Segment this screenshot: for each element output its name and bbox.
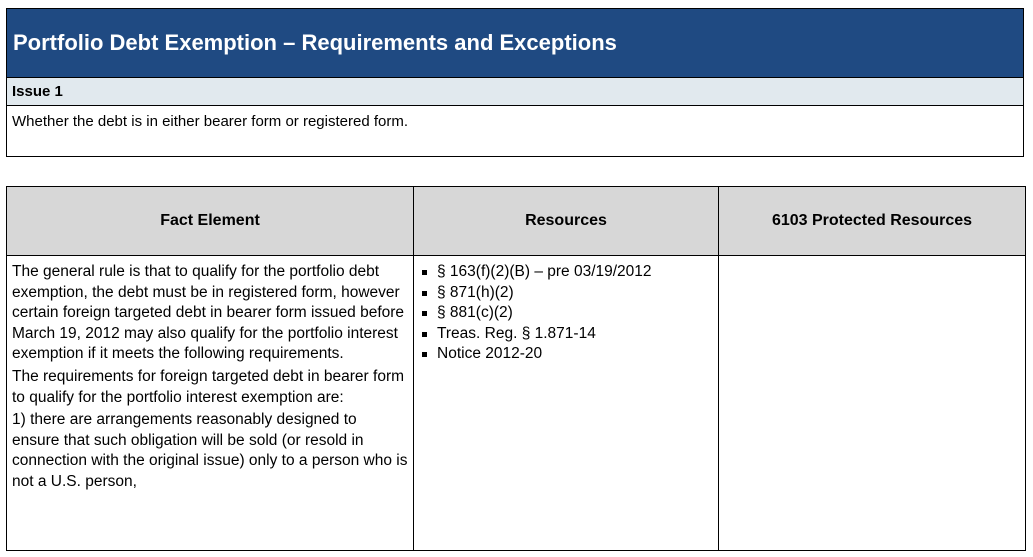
issue-text: Whether the debt is in either bearer form or registered form. bbox=[12, 113, 409, 130]
resource-item: Treas. Reg. § 1.871-14 bbox=[419, 324, 713, 345]
issue-label: Issue 1 bbox=[7, 78, 1023, 106]
fact-paragraph: The general rule is that to qualify for the portfolio debt exemption, the debt must be in registered form, however certain foreign targeted debt in bearer form issued before March 19, 2012 may also qualify for the portfolio interest exemption if it meets the following requirements. bbox=[12, 263, 405, 363]
fact-paragraph: 1) there are arrangements reasonably designed to ensure that such obligation will be sold (or resold in connection with the original issue) only to a person who is not a U.S. person, bbox=[12, 411, 408, 490]
resource-item: § 881(c)(2) bbox=[419, 303, 713, 324]
fact-element-cell bbox=[7, 256, 414, 551]
resources-cell bbox=[414, 256, 719, 551]
resource-item: § 163(f)(2)(B) – pre 03/19/2012 bbox=[419, 262, 713, 283]
fact-paragraph: The requirements for foreign targeted debt in bearer form to qualify for the portfolio interest exemption are: bbox=[12, 367, 405, 406]
resource-item: Notice 2012-20 bbox=[419, 344, 713, 365]
resources-list bbox=[419, 262, 713, 365]
issue-header-box bbox=[6, 8, 1024, 157]
column-header-fact-element: Fact Element bbox=[7, 187, 414, 256]
column-header-resources: Resources bbox=[414, 187, 719, 256]
page-title: Portfolio Debt Exemption – Requirements and Exceptions bbox=[7, 9, 1023, 78]
column-header-protected-resources: 6103 Protected Resources bbox=[719, 187, 1026, 256]
protected-resources-cell bbox=[719, 256, 1026, 551]
table-header-row bbox=[7, 187, 1026, 256]
fact-resources-table bbox=[6, 186, 1026, 551]
table-row bbox=[7, 256, 1026, 551]
resource-item: § 871(h)(2) bbox=[419, 283, 713, 304]
